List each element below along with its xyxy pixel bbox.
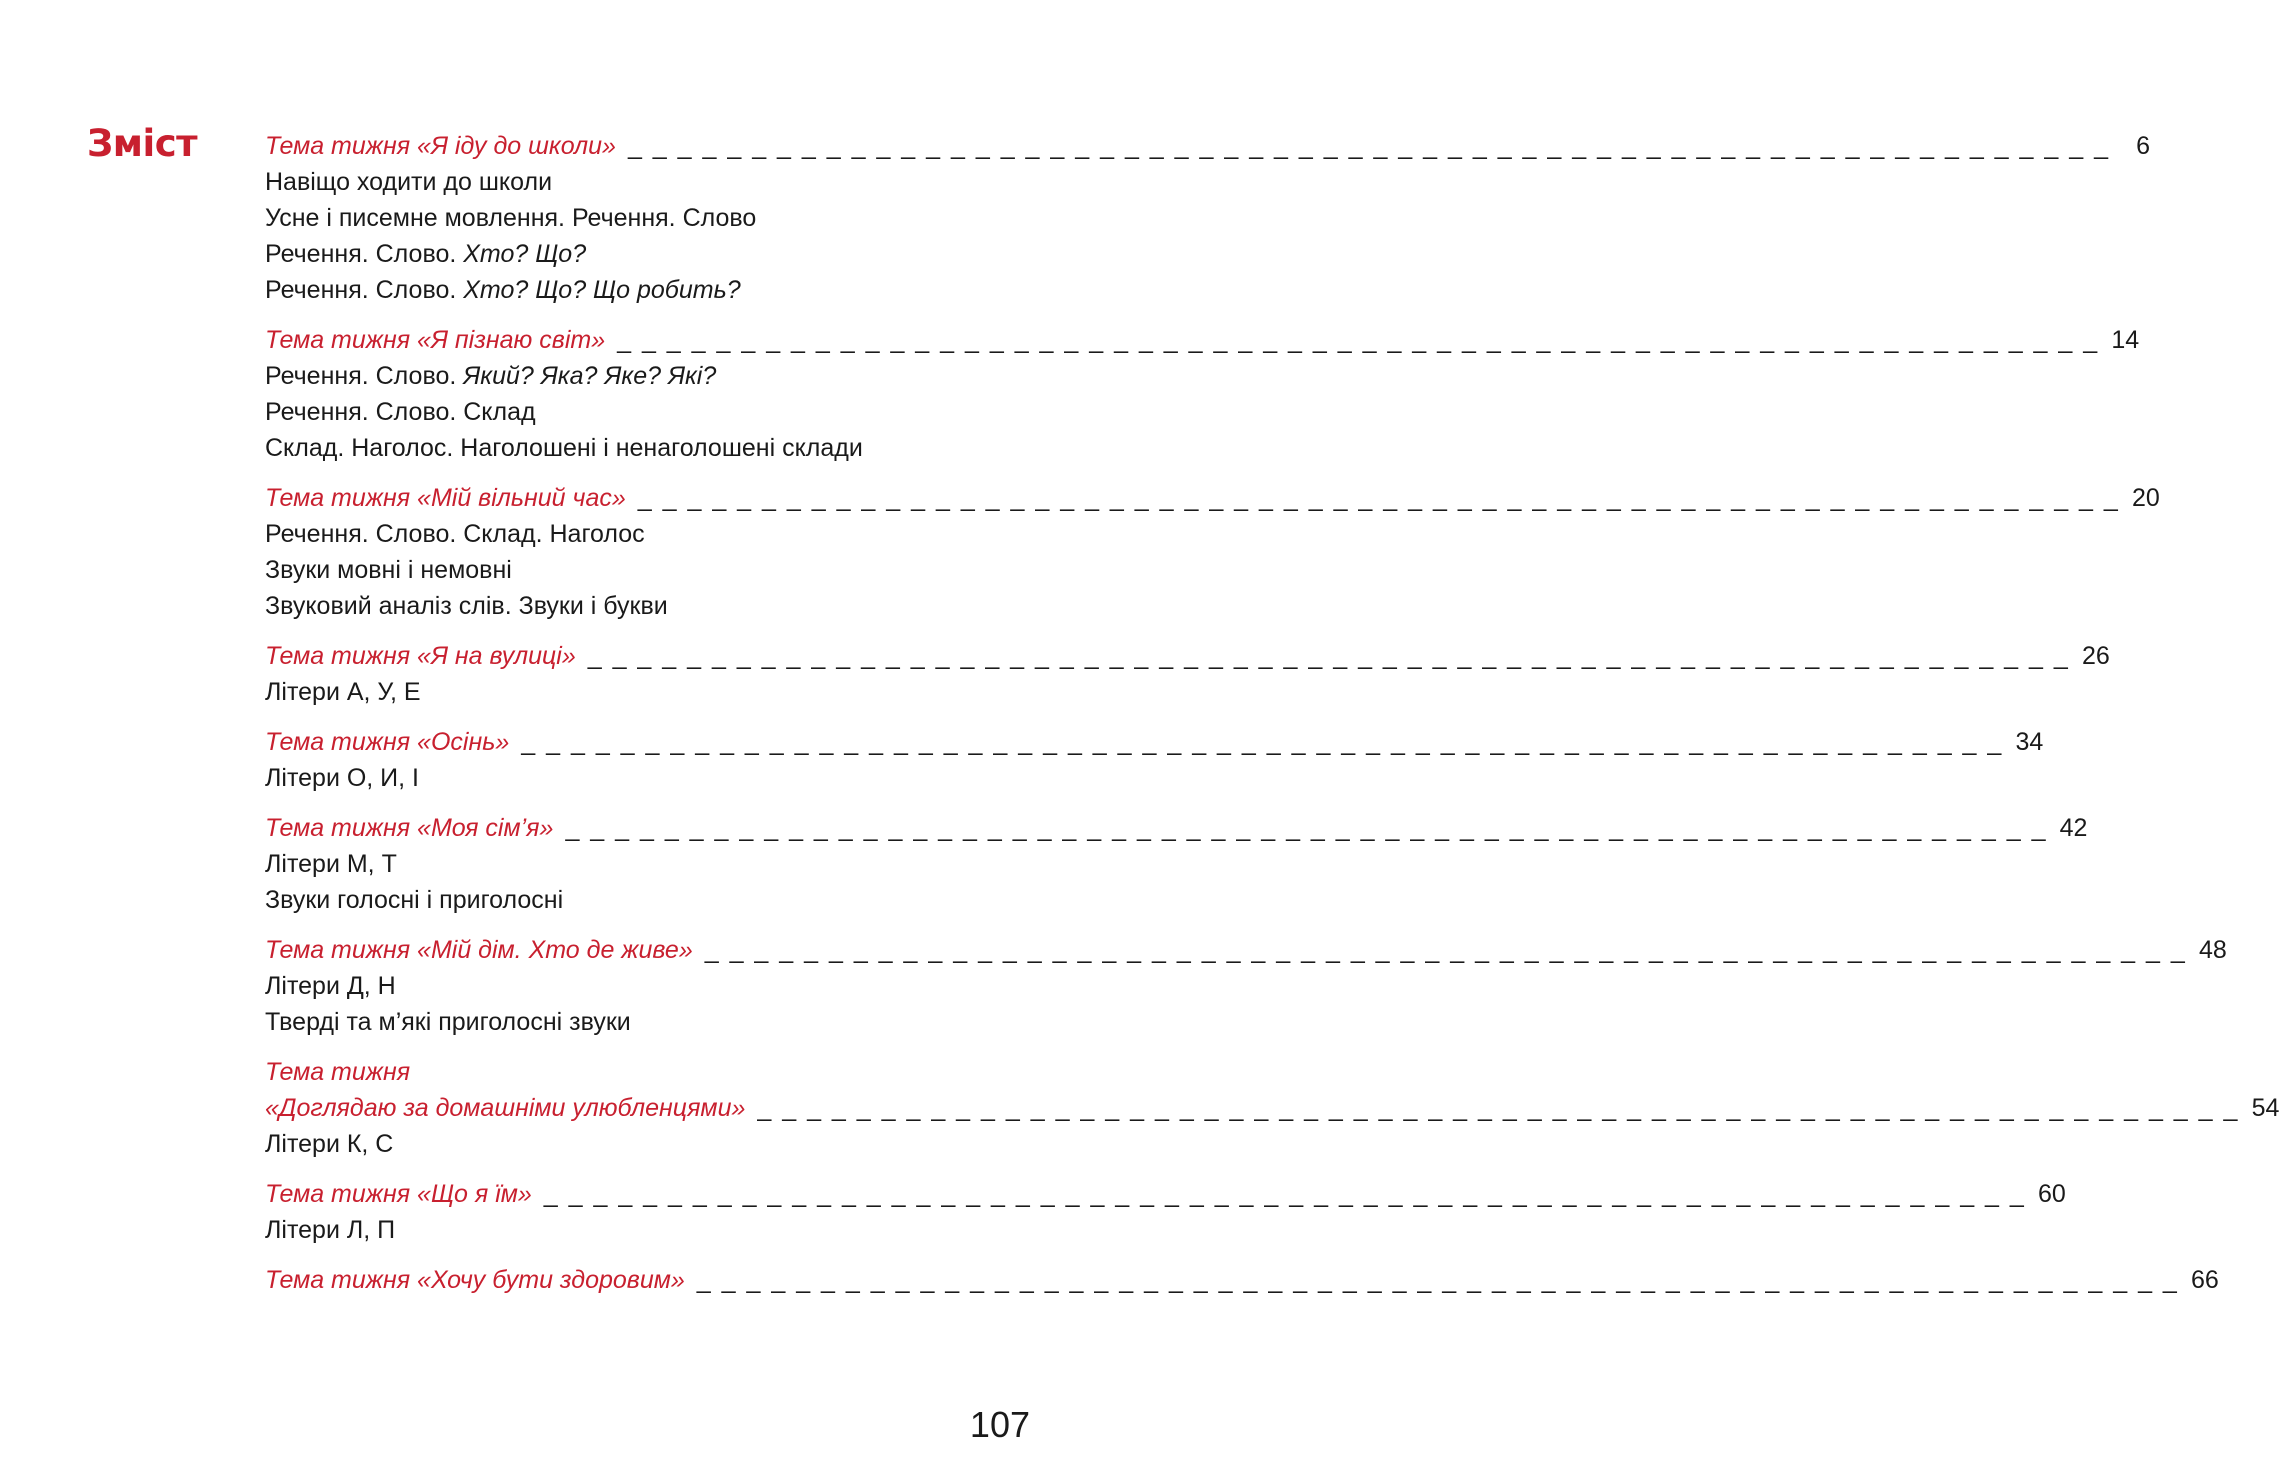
toc-topic-text: Звуковий аналіз слів. Звуки і букви (265, 592, 668, 620)
toc-theme-entry[interactable] (265, 128, 2150, 164)
toc-dot-leader: _ _ _ _ _ _ _ _ _ _ _ _ _ _ _ _ _ _ _ _ _ _ _ _ _ _ _ _ _ _ _ _ _ _ _ _ _ _ _ _ _ _ _ _ _ _ _ _ _ _ _ _ _ _ _ _ _ _ _ _ (565, 814, 2048, 842)
toc-topic (265, 674, 977, 710)
toc-topic-text: Тверді та м’які приголосні звуки (265, 1008, 631, 1036)
toc-topic-text: Речення. Слово. Склад (265, 398, 536, 426)
toc-theme-entry[interactable] (265, 1176, 2066, 1212)
toc-theme-entry[interactable] (265, 1090, 2279, 1126)
toc-dot-leader: _ _ _ _ _ _ _ _ _ _ _ _ _ _ _ _ _ _ _ _ _ _ _ _ _ _ _ _ _ _ _ _ _ _ _ _ _ _ _ _ _ _ _ _ _ _ _ _ _ _ _ _ _ _ _ _ _ _ _ _ (587, 642, 2070, 670)
toc-topic (265, 164, 977, 200)
toc-page-number: 14 (2111, 326, 2140, 354)
toc-section (265, 810, 2088, 918)
table-of-contents (265, 128, 2279, 1312)
toc-theme-title: Тема тижня «Мій вільний час» (265, 484, 626, 512)
toc-theme-title: Тема тижня «Що я їм» (265, 1180, 532, 1208)
toc-dot-leader: _ _ _ _ _ _ _ _ _ _ _ _ _ _ _ _ _ _ _ _ _ _ _ _ _ _ _ _ _ _ _ _ _ _ _ _ _ _ _ _ _ _ _ _ _ _ _ _ _ _ _ _ _ _ _ _ _ _ _ _ (696, 1266, 2179, 1294)
toc-topic-text: Літери Л, П (265, 1216, 396, 1244)
toc-topic-text: Речення. Слово. (265, 240, 464, 268)
toc-topic (265, 394, 977, 430)
toc-section (265, 128, 2150, 308)
toc-section (265, 480, 2160, 624)
toc-topic-text: Навіщо ходити до школи (265, 168, 553, 196)
page-number: 107 (969, 1404, 1030, 1445)
toc-dot-leader: _ _ _ _ _ _ _ _ _ _ _ _ _ _ _ _ _ _ _ _ _ _ _ _ _ _ _ _ _ _ _ _ _ _ _ _ _ _ _ _ _ _ _ _ _ _ _ _ _ _ _ _ _ _ _ _ _ _ _ _ (757, 1094, 2240, 1122)
toc-dot-leader: _ _ _ _ _ _ _ _ _ _ _ _ _ _ _ _ _ _ _ _ _ _ _ _ _ _ _ _ _ _ _ _ _ _ _ _ _ _ _ _ _ _ _ _ _ _ _ _ _ _ _ _ _ _ _ _ _ _ _ _ (543, 1180, 2026, 1208)
toc-theme-entry[interactable] (265, 480, 2160, 516)
toc-theme-entry[interactable] (265, 1262, 2219, 1298)
toc-topic (265, 358, 977, 394)
toc-theme-title: Тема тижня «Я пізнаю світ» (265, 326, 606, 354)
toc-topic (265, 272, 977, 308)
toc-topic (265, 968, 977, 1004)
toc-topic-text: Літери Д, Н (265, 972, 396, 1000)
toc-topic (265, 236, 977, 272)
toc-page-number: 26 (2081, 642, 2110, 670)
toc-topic-text: Хто? Що? Що робить? (463, 276, 741, 304)
toc-section (265, 724, 2044, 796)
toc-topic (265, 1004, 977, 1040)
toc-topic (265, 846, 977, 882)
toc-topic-text: Речення. Слово. (265, 362, 464, 390)
toc-theme-title: Тема тижня «Осінь» (265, 728, 510, 756)
toc-topic-text: Літери А, У, Е (265, 678, 421, 706)
toc-topic-text: Звуки мовні і немовні (265, 556, 512, 584)
toc-theme-title: Тема тижня «Моя сім’я» (265, 814, 554, 842)
toc-topic-text: Усне і писемне мовлення. Речення. Слово (265, 204, 757, 232)
toc-theme-title: Тема тижня «Хочу бути здоровим» (265, 1266, 685, 1294)
toc-theme-entry[interactable] (265, 638, 2110, 674)
toc-section (265, 638, 2110, 710)
toc-topic-text: Речення. Слово. (265, 276, 464, 304)
toc-dot-leader: _ _ _ _ _ _ _ _ _ _ _ _ _ _ _ _ _ _ _ _ _ _ _ _ _ _ _ _ _ _ _ _ _ _ _ _ _ _ _ _ _ _ _ _ _ _ _ _ _ _ _ _ _ _ _ _ _ _ _ _ (704, 936, 2187, 964)
toc-topic-text: Хто? Що? (463, 240, 587, 268)
toc-page-number: 60 (2037, 1180, 2066, 1208)
toc-topic (265, 882, 977, 918)
toc-theme-title: Тема тижня «Я іду до школи» (265, 132, 616, 160)
toc-topic-text: Звуки голосні і приголосні (265, 886, 564, 914)
toc-theme-title: «Доглядаю за домашніми улюбленцями» (265, 1094, 746, 1122)
toc-section (265, 932, 2227, 1040)
toc-page-number: 6 (2136, 132, 2150, 160)
toc-section (265, 322, 2140, 466)
toc-theme-entry[interactable] (265, 810, 2088, 846)
toc-dot-leader: _ _ _ _ _ _ _ _ _ _ _ _ _ _ _ _ _ _ _ _ _ _ _ _ _ _ _ _ _ _ _ _ _ _ _ _ _ _ _ _ _ _ _ _ _ _ _ _ _ _ _ _ _ _ _ _ _ _ _ _ (521, 728, 2004, 756)
toc-theme-entry[interactable] (265, 322, 2140, 358)
toc-topic-text: Склад. Наголос. Наголошені і ненаголошені склади (265, 434, 863, 462)
toc-theme-prefix-text: Тема тижня (265, 1058, 411, 1086)
page-heading: Зміст (87, 122, 198, 165)
toc-topic (265, 200, 977, 236)
toc-topic (265, 588, 977, 624)
toc-topic (265, 516, 977, 552)
toc-page-number: 66 (2191, 1266, 2219, 1294)
toc-theme-entry[interactable] (265, 932, 2227, 968)
toc-topic (265, 430, 977, 466)
toc-dot-leader: _ _ _ _ _ _ _ _ _ _ _ _ _ _ _ _ _ _ _ _ _ _ _ _ _ _ _ _ _ _ _ _ _ _ _ _ _ _ _ _ _ _ _ _ _ _ _ _ _ _ _ _ _ _ _ _ _ _ _ _ (617, 326, 2100, 354)
toc-topic-text: Який? Яка? Яке? Які? (463, 362, 717, 390)
toc-page-number: 34 (2015, 728, 2044, 756)
toc-section (265, 1176, 2066, 1248)
toc-topic-text: Літери О, И, І (265, 764, 419, 792)
toc-topic-text: Літери М, Т (265, 850, 397, 878)
toc-theme-entry[interactable] (265, 724, 2044, 760)
toc-page-number: 42 (2059, 814, 2088, 842)
toc-topic (265, 1212, 977, 1248)
toc-page-number: 54 (2251, 1094, 2279, 1122)
toc-page-number: 20 (2132, 484, 2160, 512)
toc-dot-leader: _ _ _ _ _ _ _ _ _ _ _ _ _ _ _ _ _ _ _ _ _ _ _ _ _ _ _ _ _ _ _ _ _ _ _ _ _ _ _ _ _ _ _ _ _ _ _ _ _ _ _ _ _ _ _ _ _ _ _ _ (637, 484, 2120, 512)
toc-dot-leader: _ _ _ _ _ _ _ _ _ _ _ _ _ _ _ _ _ _ _ _ _ _ _ _ _ _ _ _ _ _ _ _ _ _ _ _ _ _ _ _ _ _ _ _ _ _ _ _ _ _ _ _ _ _ _ _ _ _ _ _ (627, 132, 2110, 160)
toc-section (265, 1262, 2219, 1298)
toc-theme-title: Тема тижня «Мій дім. Хто де живе» (265, 936, 693, 964)
toc-topic (265, 552, 977, 588)
toc-topic-text: Речення. Слово. Склад. Наголос (265, 520, 645, 548)
toc-section (265, 1054, 2279, 1162)
toc-topic-text: Літери К, С (265, 1130, 394, 1158)
toc-theme-title: Тема тижня «Я на вулиці» (265, 642, 576, 670)
toc-topic (265, 760, 977, 796)
toc-topic (265, 1126, 977, 1162)
toc-page-number: 48 (2198, 936, 2227, 964)
toc-theme-prefix (265, 1054, 977, 1090)
